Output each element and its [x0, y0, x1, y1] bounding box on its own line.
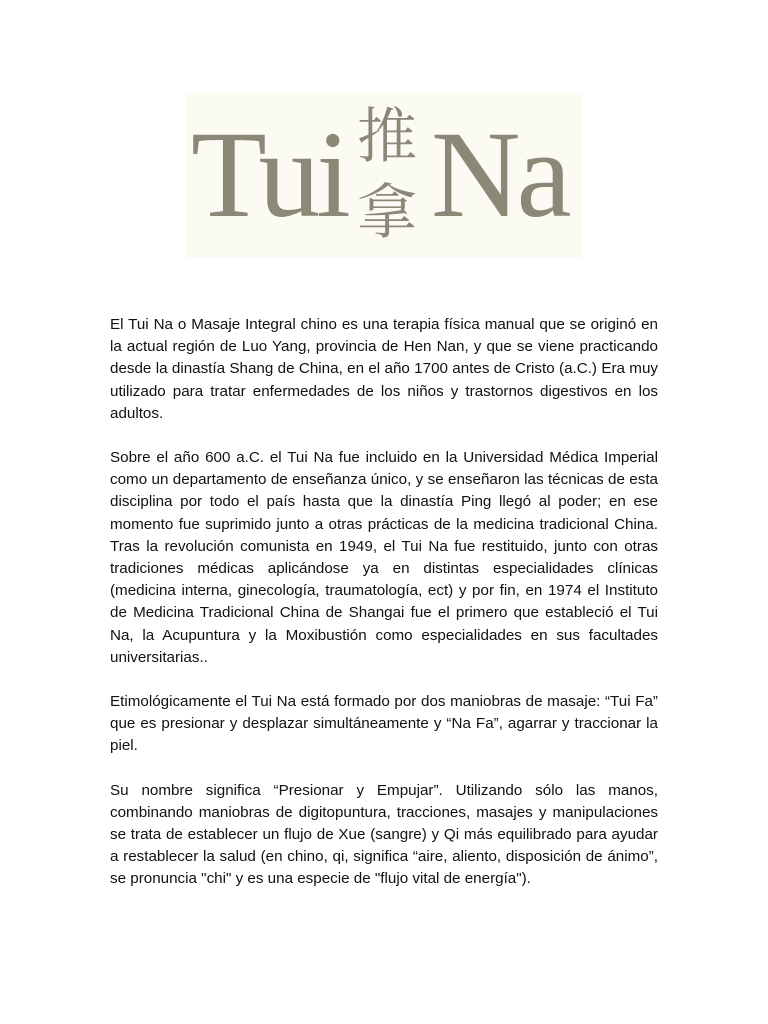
logo-char-na: 拿 — [357, 178, 417, 248]
logo-word-tui: Tui — [191, 106, 347, 243]
logo-word-na: Na — [431, 106, 568, 243]
paragraph-meaning: Su nombre significa “Presionar y Empujar”. Utilizando sólo las manos, combinando maniobras de digitopuntura, tracciones, masajes y manipulaciones se trata de establecer un flujo de Xue (sangre) y Qi más equilibrado para ayudar a restablecer la salud (en chino, qi, significa “aire, aliento, disposición de ánimo”, se pronuncia "chi" y es una especie de "flujo vital de energía"). — [110, 781, 658, 888]
paragraph-origin: El Tui Na o Masaje Integral chino es una terapia física manual que se originó en la actual región de Luo Yang, provincia de Hen Nan, y que se viene practicando desde la dinastía Shang de China, en el año 1700 antes de Cristo (a.C.) Era muy utilizado para tratar enfermedades de los niños y trastornos digestivos en los adultos. — [110, 316, 658, 422]
paragraph-etymology: Etimológicamente el Tui Na está formado por dos maniobras de masaje: “Tui Fa” que es presionar y desplazar simultáneamente y “Na Fa”, agarrar y traccionar la piel. — [110, 693, 658, 755]
document-body — [110, 314, 658, 913]
paragraph-history: Sobre el año 600 a.C. el Tui Na fue incluido en la Universidad Médica Imperial como un departamento de enseñanza único, y se enseñaron las técnicas de esta disciplina por todo el país hasta que la dinastía Ping llegó al poder; en ese momento fue suprimido junto a otras prácticas de la medicina tradicional China. Tras la revolución comunista en 1949, el Tui Na fue restituido, junto con otras tradiciones médicas aplicándose ya en distintas especialidades clínicas (medicina interna, ginecología, traumatología, ect) y por fin, en 1974 el Instituto de Medicina Tradicional China de Shangai fue el primero que estableció el Tui Na, la Acupuntura y la Moxibustión como especialidades en sus facultades universitarias.. — [110, 449, 658, 666]
logo-char-tui: 推 — [357, 102, 417, 172]
tui-na-logo — [185, 92, 582, 258]
logo-chinese-characters — [343, 94, 431, 256]
